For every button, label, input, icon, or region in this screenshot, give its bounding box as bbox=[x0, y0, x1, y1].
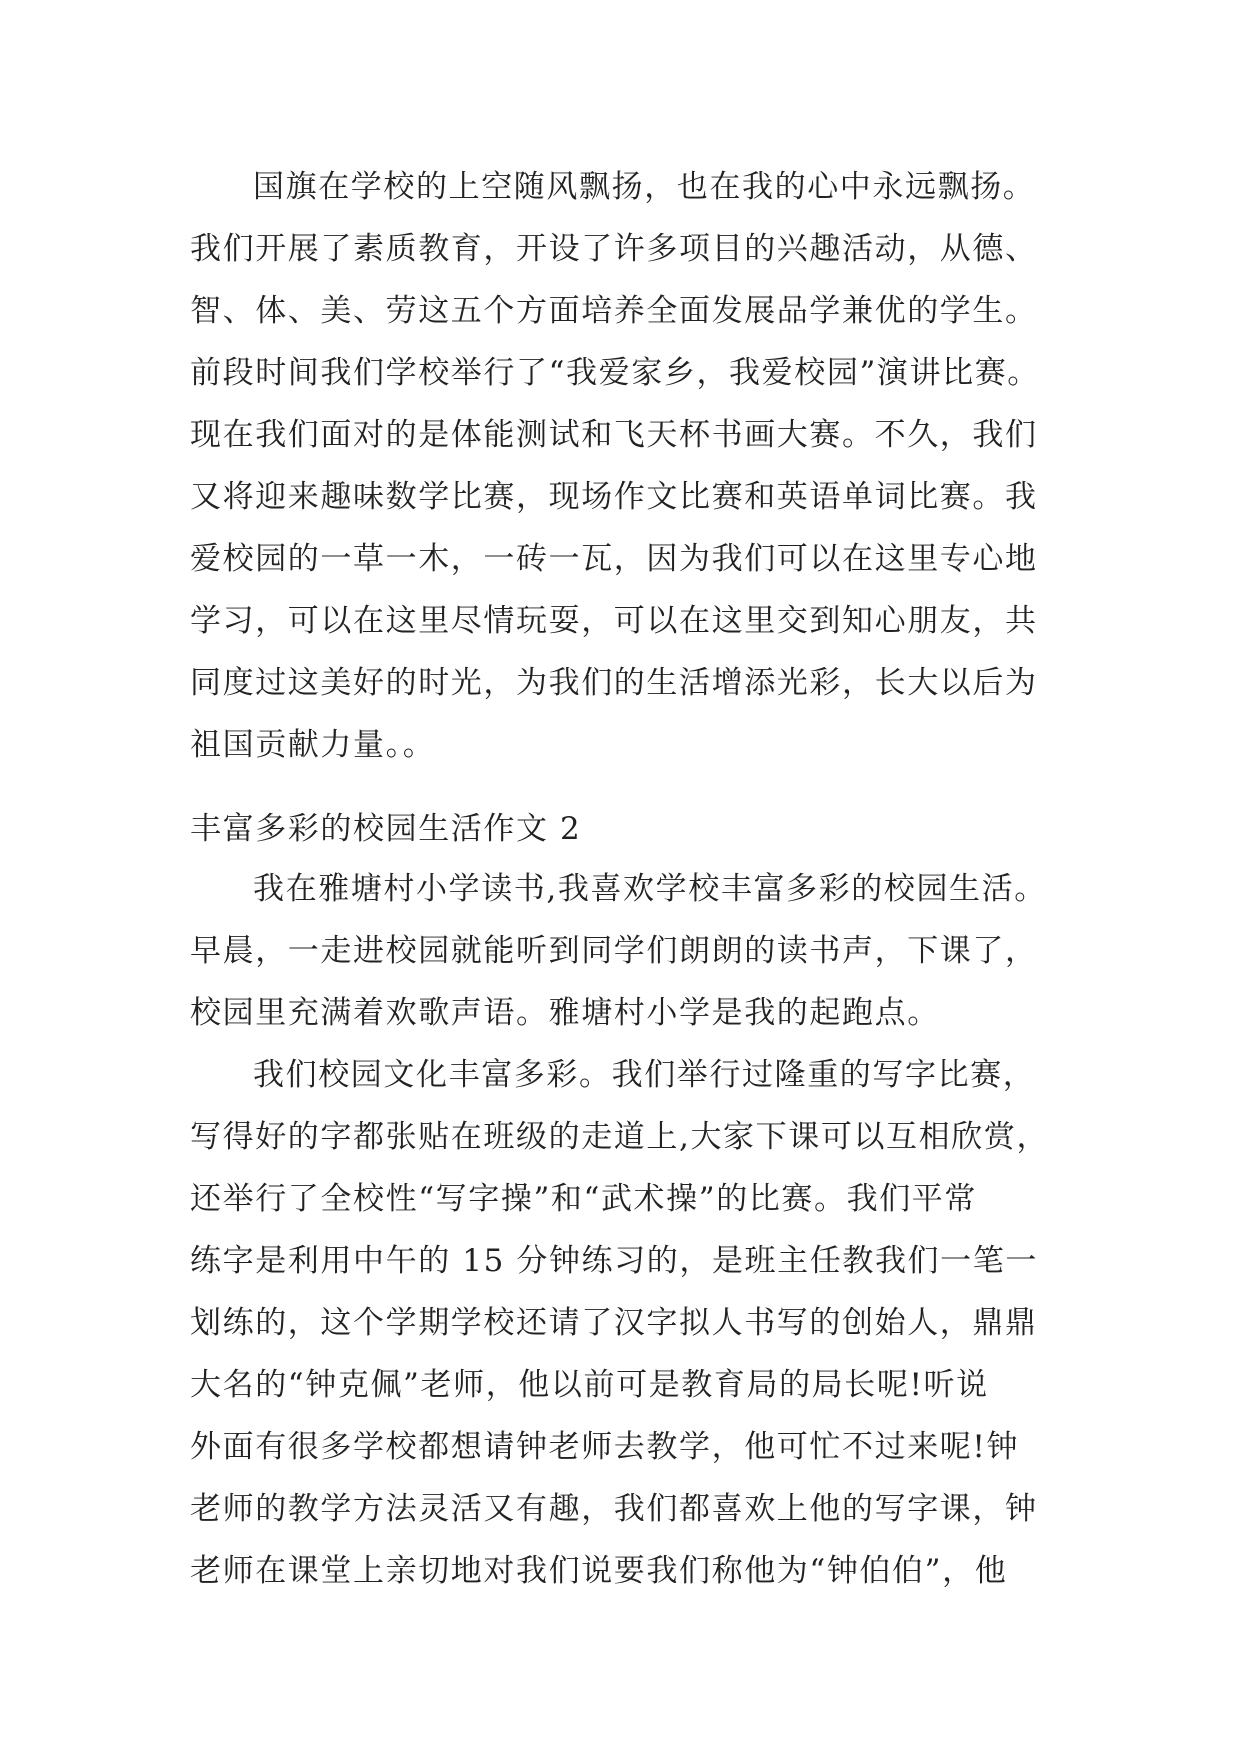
essay-1-body bbox=[190, 156, 1070, 776]
paragraph-line: 校园里充满着欢歌声语。雅塘村小学是我的起跑点。 bbox=[190, 995, 940, 1031]
paragraph-line: 祖国贡献力量。。 bbox=[190, 727, 436, 763]
essay-2-body bbox=[190, 858, 1070, 1602]
paragraph-line: 爱校园的一草一木，一砖一瓦，因为我们可以在这里专心地 bbox=[190, 541, 1038, 577]
paragraph-line: 前段时间我们学校举行了“我爱家乡，我爱校园”演讲比赛。 bbox=[190, 355, 1040, 391]
paragraph-line: 老师的教学方法灵活又有趣，我们都喜欢上他的写字课，钟 bbox=[190, 1491, 1038, 1527]
paragraph-line: 早晨，一走进校园就能听到同学们朗朗的读书声，下课了， bbox=[190, 933, 1038, 969]
paragraph-line: 学习，可以在这里尽情玩耍，可以在这里交到知心朋友，共 bbox=[190, 603, 1038, 639]
paragraph-line: 写得好的字都张贴在班级的走道上,大家下课可以互相欣赏， bbox=[190, 1119, 1050, 1155]
paragraph-line: 划练的，这个学期学校还请了汉字拟人书写的创始人，鼎鼎 bbox=[190, 1305, 1038, 1341]
paragraph-line: 老师在课堂上亲切地对我们说要我们称他为“钟伯伯”，他 bbox=[190, 1553, 1008, 1589]
essay-heading: 丰富多彩的校园生活作文 2 bbox=[190, 811, 582, 847]
paragraph-line: 还举行了全校性“写字操”和“武术操”的比赛。我们平常 bbox=[190, 1181, 977, 1217]
paragraph-line: 同度过这美好的时光，为我们的生活增添光彩，长大以后为 bbox=[190, 665, 1038, 701]
paragraph-line: 国旗在学校的上空随风飘扬，也在我的心中永远飘扬。 bbox=[253, 169, 1036, 205]
paragraph-line: 大名的“钟克佩”老师，他以前可是教育局的局长呢!听说 bbox=[190, 1367, 989, 1403]
paragraph-line: 外面有很多学校都想请钟老师去教学，他可忙不过来呢!钟 bbox=[190, 1429, 1020, 1465]
paragraph-line: 我们开展了素质教育，开设了许多项目的兴趣活动，从德、 bbox=[190, 231, 1038, 267]
paragraph-line: 智、体、美、劳这五个方面培养全面发展品学兼优的学生。 bbox=[190, 293, 1038, 329]
paragraph-line: 现在我们面对的是体能测试和飞天杯书画大赛。不久，我们 bbox=[190, 417, 1038, 453]
paragraph-line: 又将迎来趣味数学比赛，现场作文比赛和英语单词比赛。我 bbox=[190, 479, 1038, 515]
paragraph-line: 我在雅塘村小学读书,我喜欢学校丰富多彩的校园生活。 bbox=[253, 871, 1047, 907]
paragraph-line: 我们校园文化丰富多彩。我们举行过隆重的写字比赛， bbox=[253, 1057, 1036, 1093]
paragraph-line: 练字是利用中午的 15 分钟练习的，是班主任教我们一笔一 bbox=[190, 1243, 1038, 1279]
essay-2-heading-block bbox=[190, 798, 1070, 860]
